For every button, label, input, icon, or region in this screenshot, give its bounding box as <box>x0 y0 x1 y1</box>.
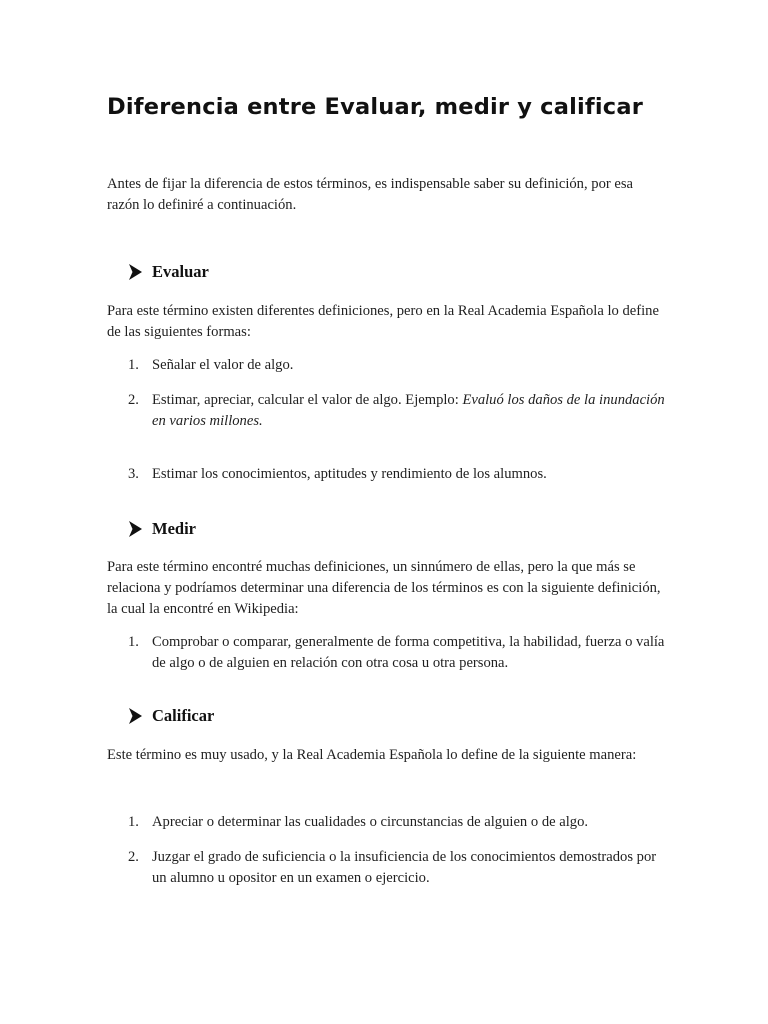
section-heading-label: Evaluar <box>152 262 209 281</box>
section-paragraph-medir: Para este término encontré muchas definiciones, un sinnúmero de ellas, pero la que más se relaciona y podríamos determinar una diferencia de los términos es con la siguiente definición, la cual la encontré en Wikipedia: <box>107 559 661 617</box>
arrowhead-bullet-icon <box>128 264 142 280</box>
section-paragraph-calificar: Este término es muy usado, y la Real Academia Española lo define de la siguiente manera: <box>107 747 637 763</box>
list-item <box>128 812 668 833</box>
section-paragraph-evaluar: Para este término existen diferentes definiciones, pero en la Real Academia Española lo define de las siguientes formas: <box>107 303 659 340</box>
list-item-text: Señalar el valor de algo. <box>152 357 294 373</box>
list-item-number: 2. <box>128 392 139 408</box>
section-heading-label: Calificar <box>152 706 215 725</box>
list-item <box>128 355 668 376</box>
list-item-number: 2. <box>128 849 139 865</box>
list-item-text: Comprobar o comparar, generalmente de forma competitiva, la habilidad, fuerza o valía de algo o de alguien en relación con otra cosa u otra persona. <box>152 634 665 671</box>
list-item-text: Juzgar el grado de suficiencia o la insuficiencia de los conocimientos demostrados por un alumno u opositor en un examen o ejercicio. <box>152 849 657 886</box>
list-item <box>128 390 668 432</box>
list-item-number: 1. <box>128 357 139 373</box>
list-item <box>128 464 668 485</box>
list-item-number: 1. <box>128 634 139 650</box>
intro-paragraph: Antes de fijar la diferencia de estos términos, es indispensable saber su definición, por esa razón lo definiré a continuación. <box>107 176 634 213</box>
list-item-example: Evaluó los daños de la inundación en varios millones. <box>152 392 665 429</box>
list-item-number: 3. <box>128 466 139 482</box>
section-heading-medir <box>128 519 196 539</box>
list-item <box>128 847 668 889</box>
section-heading-evaluar <box>128 262 209 282</box>
document-title: Diferencia entre Evaluar, medir y calificar <box>107 94 644 120</box>
section-heading-calificar <box>128 706 214 726</box>
arrowhead-bullet-icon <box>128 708 142 724</box>
list-item-number: 1. <box>128 814 139 830</box>
list-item-text-wrapper <box>152 390 668 432</box>
arrowhead-bullet-icon <box>128 521 142 537</box>
list-item-text: Estimar, apreciar, calcular el valor de algo. Ejemplo: <box>152 392 463 408</box>
section-heading-label: Medir <box>152 519 196 538</box>
list-item <box>128 632 668 674</box>
list-item-text: Apreciar o determinar las cualidades o circunstancias de alguien o de algo. <box>152 814 589 830</box>
list-item-text: Estimar los conocimientos, aptitudes y rendimiento de los alumnos. <box>152 466 547 482</box>
